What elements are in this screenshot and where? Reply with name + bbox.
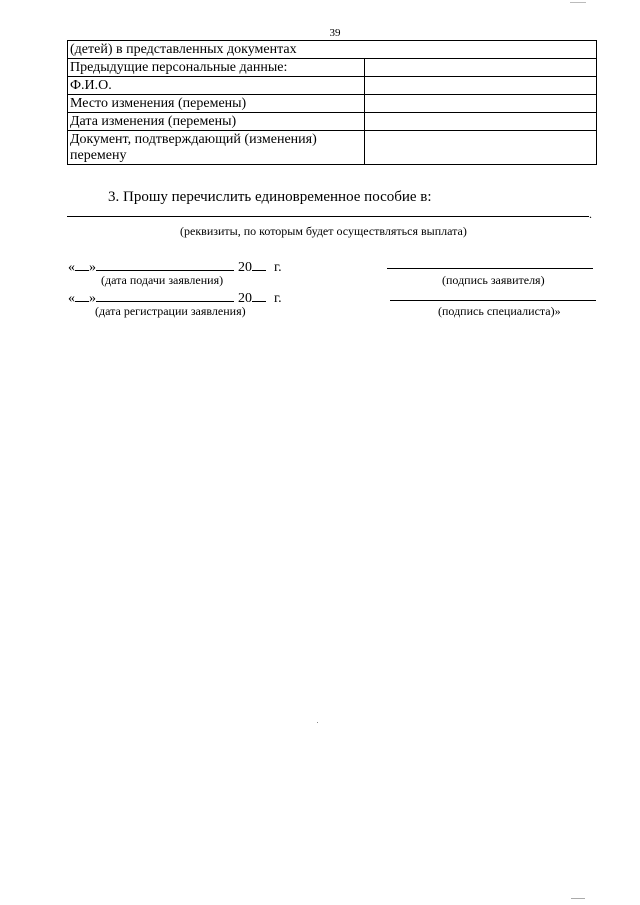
table-cell-label: Предыдущие персональные данные:	[68, 59, 365, 77]
year-prefix: 20	[238, 291, 252, 306]
applicant-signature-line[interactable]	[387, 268, 593, 269]
section-3-heading: 3. Прошу перечислить единовременное пособие в:	[108, 189, 432, 205]
specialist-signature-line[interactable]	[390, 300, 596, 301]
open-quote: «	[68, 260, 75, 275]
table-row	[68, 77, 597, 95]
registration-year-field[interactable]	[252, 289, 266, 302]
application-day-field[interactable]	[75, 258, 89, 271]
year-suffix: г.	[274, 291, 282, 306]
application-month-field[interactable]	[96, 258, 234, 271]
year-prefix: 20	[238, 260, 252, 275]
table-row	[68, 131, 597, 165]
payment-details-line-end: .	[589, 207, 592, 221]
application-year-field[interactable]	[252, 258, 266, 271]
table-row	[68, 95, 597, 113]
table-cell-label: (детей) в представленных документах	[68, 41, 597, 59]
applicant-signature-caption: (подпись заявителя)	[442, 273, 545, 287]
personal-data-table	[67, 40, 597, 165]
table-cell-value[interactable]	[364, 59, 596, 77]
table-cell-value[interactable]	[364, 131, 596, 165]
close-quote: »	[89, 260, 96, 275]
table-cell-label: Дата изменения (перемены)	[68, 113, 365, 131]
page-number: 39	[329, 27, 341, 39]
scan-speck	[571, 898, 585, 899]
table-row	[68, 113, 597, 131]
table-row	[68, 59, 597, 77]
scan-speck	[317, 722, 318, 723]
table-cell-value[interactable]	[364, 95, 596, 113]
registration-day-field[interactable]	[75, 289, 89, 302]
registration-month-field[interactable]	[96, 289, 234, 302]
table-cell-label: Ф.И.О.	[68, 77, 365, 95]
year-suffix: г.	[274, 260, 282, 275]
table-cell-value[interactable]	[364, 77, 596, 95]
table-cell-label: Документ, подтверждающий (изменения) перемену	[68, 131, 365, 165]
scan-speck	[570, 2, 586, 3]
open-quote: «	[68, 291, 75, 306]
table-cell-label: Место изменения (перемены)	[68, 95, 365, 113]
payment-details-line[interactable]	[67, 216, 589, 217]
application-date-caption: (дата подачи заявления)	[101, 273, 224, 287]
payment-details-caption: (реквизиты, по которым будет осуществляться выплата)	[180, 224, 467, 238]
close-quote: »	[89, 291, 96, 306]
table-row	[68, 41, 597, 59]
registration-date-caption: (дата регистрации заявления)	[95, 304, 246, 318]
specialist-signature-caption: (подпись специалиста)»	[438, 304, 561, 318]
table-cell-value[interactable]	[364, 113, 596, 131]
